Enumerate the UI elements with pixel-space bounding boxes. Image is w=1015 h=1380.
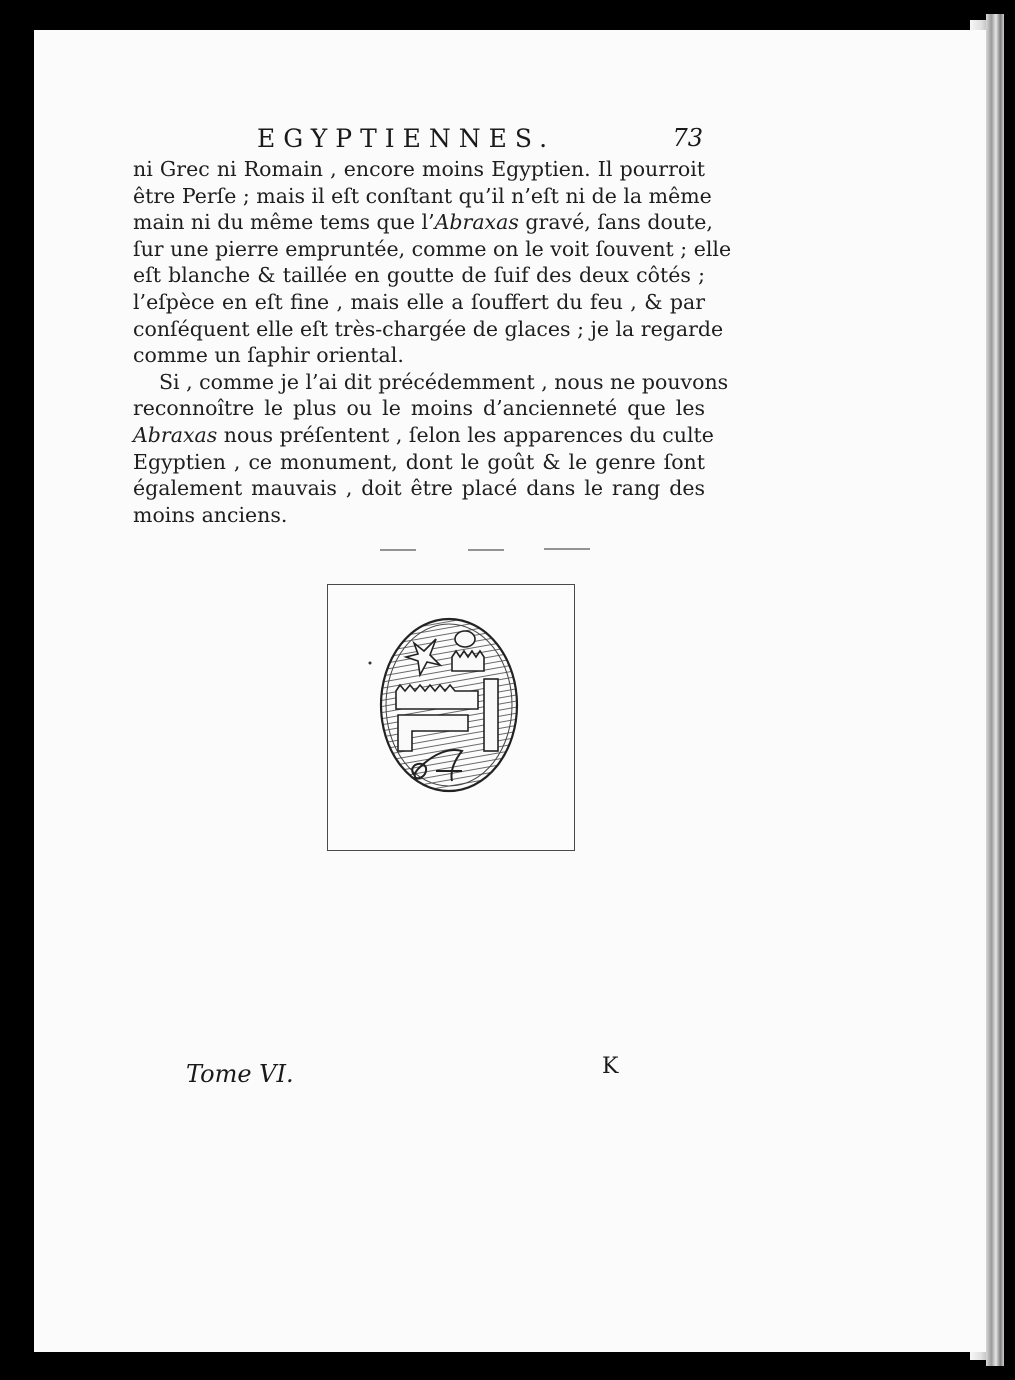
text-line: conſéquent elle eſt très-chargée de glaces ; je la regarde: [133, 316, 724, 341]
page-number: 73: [672, 124, 703, 152]
text-line: ſur une pierre empruntée, comme on le voit ſouvent ; elle: [133, 236, 732, 261]
signature-mark: K: [602, 1054, 619, 1079]
book-binding: [986, 14, 1004, 1366]
volume-label: Tome VI.: [186, 1060, 294, 1088]
sun-disc-glyph: [455, 631, 475, 647]
text-fragment: nous préſentent , ſelon les apparences du culte: [217, 422, 714, 447]
text-line: Si , comme je l’ai dit précédemment , nous ne pouvons: [159, 369, 729, 394]
text-line: moins anciens.: [133, 502, 288, 527]
text-fragment: main ni du même tems que l’: [133, 210, 435, 235]
text-line: reconnoître le plus ou le moins d’ancienneté que les: [133, 396, 705, 421]
text-line-abraxas: [133, 422, 714, 449]
engraving-plate: [327, 584, 575, 851]
text-line: comme un ſaphir oriental.: [133, 343, 404, 368]
text-fragment: gravé, ſans doute,: [518, 210, 713, 235]
text-line: l’eſpèce en eſt fine , mais elle a ſouffert du feu , & par: [133, 289, 705, 314]
text-line: eſt blanche & taillée en goutte de ſuif des deux côtés ;: [133, 263, 705, 288]
running-title: EGYPTIENNES.: [257, 124, 556, 153]
text-line: ni Grec ni Romain , encore moins Egyptien. Il pourroit: [133, 157, 705, 181]
italic-word: Abraxas: [434, 210, 519, 235]
text-line: être Perſe ; mais il eſt conſtant qu’il n’eſt ni de la même: [133, 183, 712, 208]
engraved-gem-illustration: [328, 585, 574, 850]
separator-rule: [380, 546, 600, 554]
pillar-glyph: [484, 679, 498, 751]
running-head: [133, 120, 703, 156]
body-text: [133, 156, 732, 528]
text-line: également mauvais , doit être placé dans le rang des: [133, 476, 705, 501]
text-line: Egyptien , ce monument, dont le goût & le genre ſont: [133, 449, 705, 474]
text-line-abraxas: [133, 209, 713, 236]
italic-word: Abraxas: [133, 422, 218, 447]
